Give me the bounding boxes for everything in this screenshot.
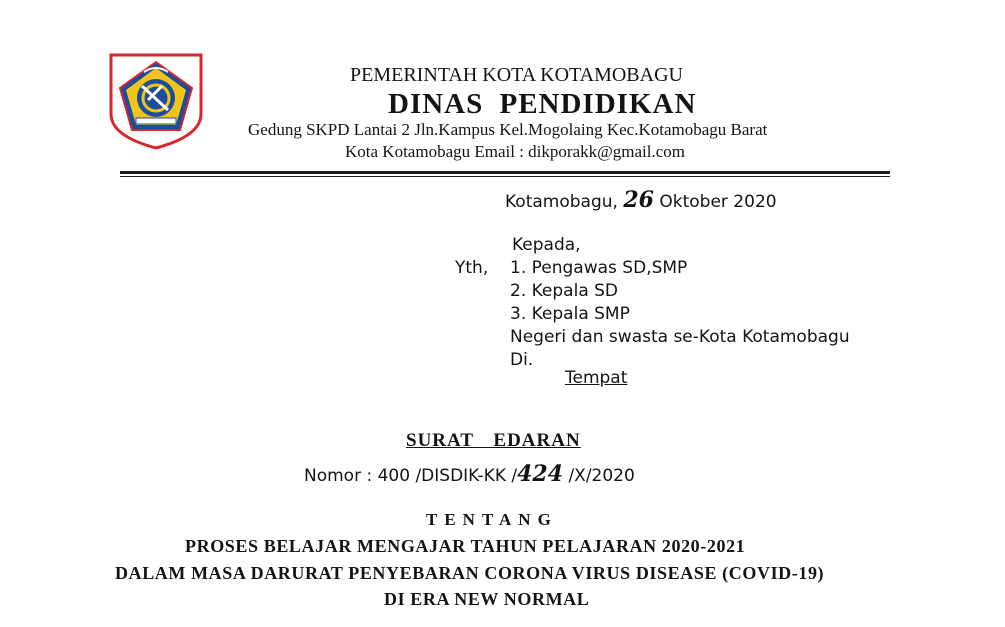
recipient-item-2: 2. Kepala SD xyxy=(510,281,619,301)
letter-number-prefix: Nomor : 400 /DISDIK-KK / xyxy=(304,466,518,486)
subject-line-1: PROSES BELAJAR MENGAJAR TAHUN PELAJARAN 2020-2021 xyxy=(185,536,746,556)
recipient-item-3: 3. Kepala SMP xyxy=(510,304,630,324)
office-city-email: Kota Kotamobagu Email : dikporakk@gmail.com xyxy=(345,142,685,161)
date-place: Kotamobagu, xyxy=(505,192,618,212)
subject-line-3: DI ERA NEW NORMAL xyxy=(384,589,590,609)
date-day-handwritten: 26 xyxy=(623,187,654,213)
date-line xyxy=(505,187,777,213)
letter-number-handwritten: 424 xyxy=(517,461,564,487)
recipient-extra: Negeri dan swasta se-Kota Kotamobagu xyxy=(510,327,850,347)
letter-number xyxy=(304,461,635,487)
office-address: Gedung SKPD Lantai 2 Jln.Kampus Kel.Mogolaing Kec.Kotamobagu Barat xyxy=(248,120,768,139)
government-name: PEMERINTAH KOTA KOTAMOBAGU xyxy=(350,64,683,86)
recipient-kepada: Kepada, xyxy=(512,235,581,255)
letterhead-divider-thick xyxy=(120,171,890,174)
letterhead-divider-thin xyxy=(120,176,890,177)
office-name: DINAS PENDIDIKAN xyxy=(388,88,697,120)
date-month-year: Oktober 2020 xyxy=(659,192,777,212)
kota-kotamobagu-emblem-logo xyxy=(108,52,204,150)
subject-heading: TENTANG xyxy=(426,510,558,529)
recipient-tempat: Tempat xyxy=(565,368,628,388)
letter-number-suffix: /X/2020 xyxy=(563,466,635,486)
letter-title: SURAT EDARAN xyxy=(406,430,581,451)
recipient-di: Di. xyxy=(510,350,534,370)
subject-line-2: DALAM MASA DARURAT PENYEBARAN CORONA VIRUS DISEASE (COVID-19) xyxy=(115,563,825,583)
recipient-item-1: 1. Pengawas SD,SMP xyxy=(510,258,688,278)
recipient-yth: Yth, xyxy=(455,258,489,278)
